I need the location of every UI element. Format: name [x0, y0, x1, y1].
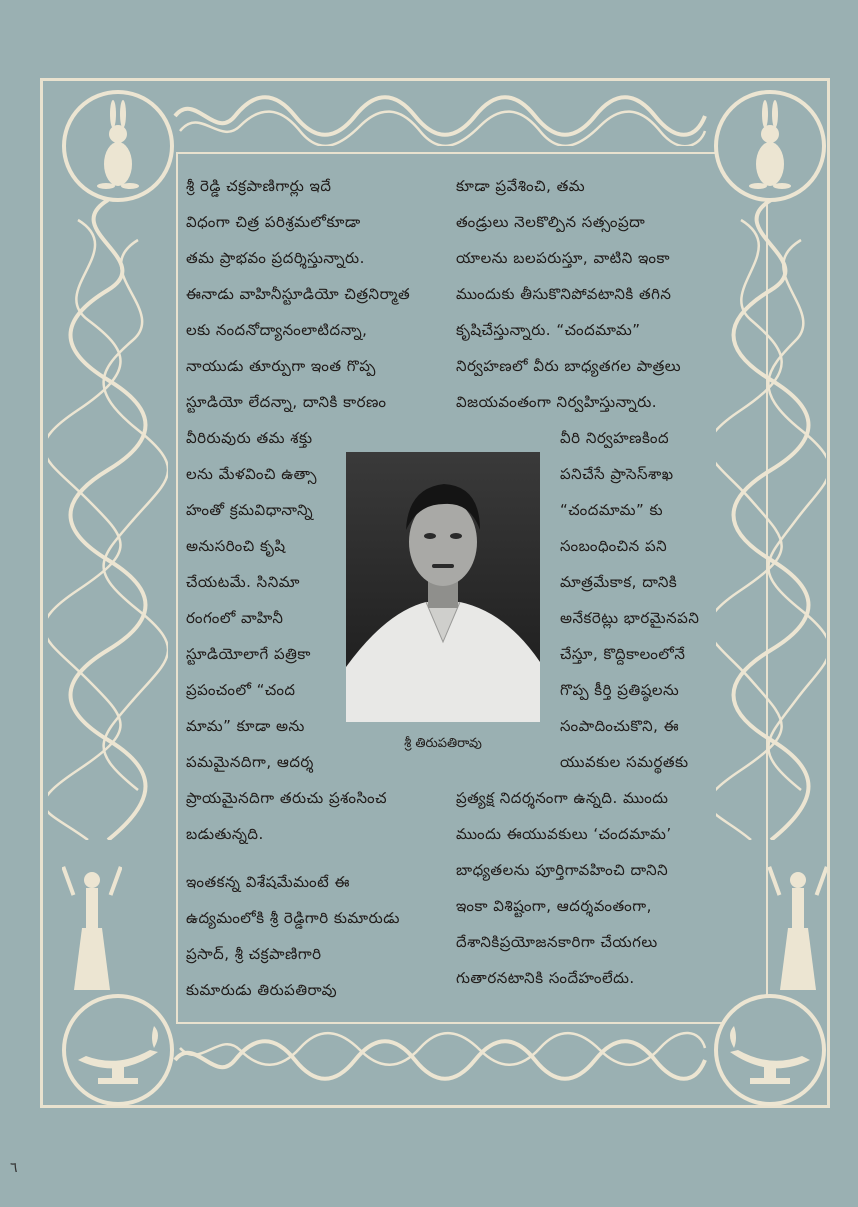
- text-line: బాధ్యతలను పూర్తిగావహించి దానిని: [456, 861, 669, 879]
- portrait-photo: [346, 452, 540, 722]
- dancer-figure-right-icon: [768, 860, 828, 1000]
- right-column-top: [456, 168, 681, 420]
- text-line: అనుసరించి కృషి: [186, 537, 286, 555]
- text-line: కుమారుడు తిరుపతిరావు: [186, 981, 338, 999]
- text-line: హంతో క్రమవిధానాన్ని: [186, 501, 314, 519]
- text-line: ప్రాయమైనదిగా తరుచు ప్రశంసించ: [186, 789, 387, 807]
- text-line: కూడా ప్రవేశించి, తమ: [456, 177, 586, 195]
- portrait-image: [346, 452, 540, 722]
- left-column-mid: [186, 420, 317, 780]
- text-line: పనిచేసే ప్రాసెస్‌శాఖ: [560, 465, 674, 483]
- text-line: ముందు ఈయువకులు ‘చందమామ’: [456, 825, 672, 843]
- text-line: లకు నందనోద్యానంలాటిదన్నా,: [186, 321, 368, 339]
- text-line: నిర్వహణలో వీరు బాధ్యతగల పాత్రలు: [456, 357, 682, 375]
- dancer-figure-left-icon: [62, 860, 122, 1000]
- left-scroll-ornament: [48, 200, 168, 840]
- text-line: రంగంలో వాహినీ: [186, 609, 284, 627]
- page-mark: ٦: [10, 1160, 18, 1176]
- text-line: దేశానికిప్రయోజనకారిగా చేయగలు: [456, 933, 658, 951]
- text-line: గొప్ప కీర్తి ప్రతిష్ఠలను: [560, 681, 680, 699]
- text-line: తమ ప్రాభవం ప్రదర్శిస్తున్నారు.: [186, 249, 365, 267]
- text-line: ప్రపంచంలో “చంద: [186, 681, 296, 699]
- text-line: ఉద్యమంలోకి శ్రీ రెడ్డిగారి కుమారుడు: [186, 909, 400, 927]
- rabbit-medallion-left-icon: [58, 86, 178, 206]
- text-line: స్టూడియోలాగే పత్రికా: [186, 645, 311, 663]
- text-line: శ్రీ రెడ్డి చక్రపాణిగార్లు ఇదే: [186, 177, 332, 195]
- text-line: స్టూడియో లేదన్నా, దానికి కారణం: [186, 393, 387, 411]
- oil-lamp-right-icon: [710, 990, 830, 1110]
- text-line: సంపాదించుకొని, ఈ: [560, 717, 680, 735]
- text-line: లను మేళవించి ఉత్సా: [186, 465, 317, 483]
- top-scroll-ornament: [170, 86, 710, 146]
- text-line: విధంగా చిత్ర పరిశ్రమలోకూడా: [186, 213, 361, 231]
- text-line: మాత్రమేకాక, దానికి: [560, 573, 678, 591]
- text-line: బడుతున్నది.: [186, 825, 264, 843]
- right-scroll-ornament: [716, 200, 826, 840]
- text-line: సంబంధించిన పని: [560, 537, 668, 555]
- left-column-paragraph-2: [186, 864, 400, 1008]
- text-line: ఈనాడు వాహినీస్టూడియో చిత్రనిర్మాత: [186, 285, 411, 303]
- text-line: వీరిరువురు తమ శక్తు: [186, 429, 313, 447]
- photo-caption: శ్రీ తిరుపతిరావు: [404, 736, 482, 751]
- text-line: తండ్రులు నెలకొల్పిన సత్సంప్రదా: [456, 213, 646, 231]
- left-column-top: [186, 168, 410, 420]
- text-line: నాయుడు తూర్పుగా ఇంత గొప్ప: [186, 357, 376, 375]
- right-column-mid: [560, 420, 699, 780]
- text-line: యాలను బలపరుస్తూ, వాటిని ఇంకా: [456, 249, 670, 267]
- text-line: అనేకరెట్లు భారమైనపని: [560, 609, 700, 627]
- text-line: విజయవంతంగా నిర్వహిస్తున్నారు.: [456, 393, 658, 411]
- text-line: “చందమామ” కు: [560, 501, 664, 519]
- text-line: ముందుకు తీసుకొనిపోవటానికి తగిన: [456, 285, 672, 303]
- bottom-scroll-ornament: [170, 1030, 710, 1090]
- text-line: ఇంతకన్న విశేషమేమంటే ఈ: [186, 873, 350, 891]
- right-column-bottom: [456, 780, 672, 996]
- text-line: చేస్తూ, కొద్దికాలంలోనే: [560, 645, 686, 663]
- text-line: వీరి నిర్వహణకింద: [560, 429, 670, 447]
- text-line: ప్రసాద్, శ్రీ చక్రపాణిగారి: [186, 945, 322, 963]
- text-line: మామ” కూడా అను: [186, 717, 305, 735]
- text-line: చేయటమే. సినిమా: [186, 573, 300, 591]
- text-line: గుతారనటానికి సందేహంలేదు.: [456, 969, 635, 987]
- left-column-bottom: [186, 780, 387, 852]
- text-line: ప్రత్యక్ష నిదర్శనంగా ఉన్నది. ముందు: [456, 789, 669, 807]
- oil-lamp-left-icon: [58, 990, 178, 1110]
- rabbit-medallion-right-icon: [710, 86, 830, 206]
- text-line: ఇంకా విశిష్టంగా, ఆదర్శవంతంగా,: [456, 897, 652, 915]
- text-line: కృషిచేస్తున్నారు. “చందమామ”: [456, 321, 641, 339]
- text-line: యువకుల సమర్థతకు: [560, 753, 689, 771]
- text-line: పమమైనదిగా, ఆదర్శ: [186, 753, 314, 771]
